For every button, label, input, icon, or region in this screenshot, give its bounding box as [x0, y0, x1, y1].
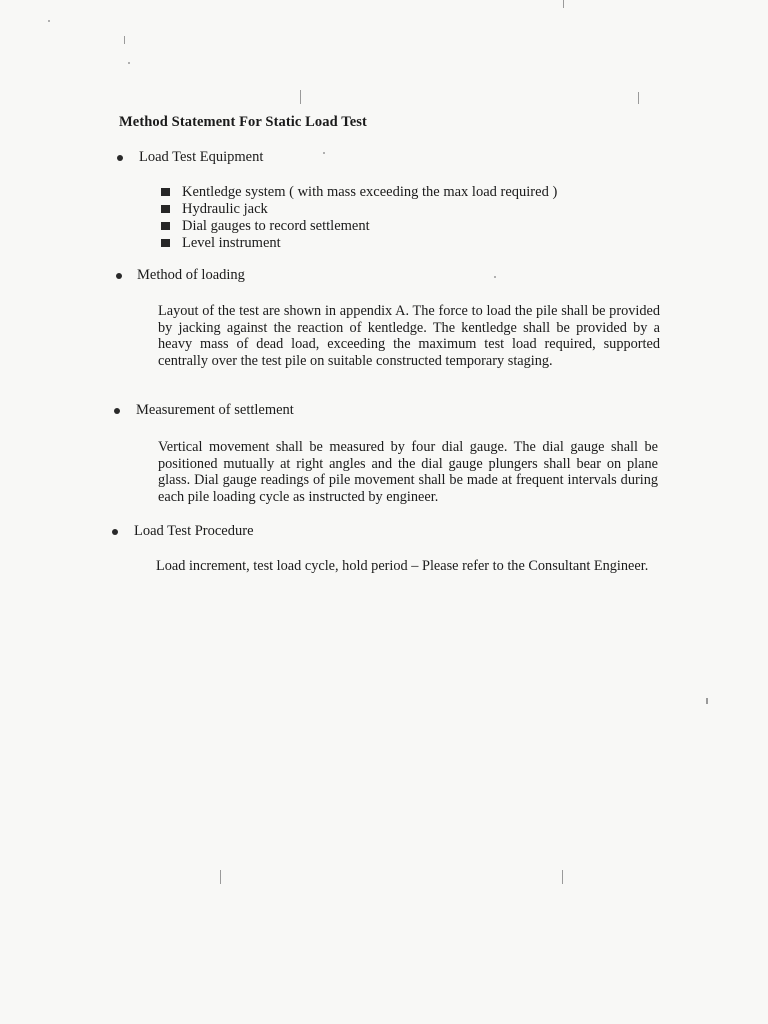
scan-speck — [48, 20, 50, 22]
section-bullet — [114, 408, 120, 414]
square-bullet-icon — [161, 222, 170, 230]
equipment-item — [160, 218, 557, 235]
section-heading-loading: Method of loading — [137, 267, 245, 283]
procedure-paragraph: Load increment, test load cycle, hold period – Please refer to the Consultant Engineer. — [156, 558, 649, 574]
scan-speck — [323, 152, 325, 154]
page-title: Method Statement For Static Load Test — [119, 114, 367, 130]
scan-speck — [638, 92, 639, 104]
scan-speck — [300, 90, 301, 104]
equipment-item-label: Level instrument — [182, 235, 281, 251]
equipment-item-label: Dial gauges to record settlement — [182, 218, 370, 234]
equipment-item — [160, 235, 557, 252]
scan-speck — [563, 0, 564, 8]
section-heading-equipment: Load Test Equipment — [139, 149, 264, 165]
equipment-item — [160, 201, 557, 218]
section-bullet — [112, 529, 118, 535]
scan-speck — [220, 870, 221, 884]
settlement-paragraph: Vertical movement shall be measured by four dial gauge. The dial gauge shall be positioned mutually at right angles and the dial gauge plungers shall bear on plane glass. Dial gauge readings of pile movement shall be made at frequent intervals during each pile loading cycle as instructed by engineer. — [158, 439, 658, 505]
square-bullet-icon — [161, 205, 170, 213]
equipment-item — [160, 184, 557, 201]
scan-speck — [124, 36, 125, 44]
equipment-list — [160, 184, 557, 252]
equipment-item-label: Kentledge system ( with mass exceeding the max load required ) — [182, 184, 558, 200]
square-bullet-icon — [161, 239, 170, 247]
scan-speck — [706, 698, 708, 704]
scan-speck — [494, 276, 496, 278]
section-heading-settlement: Measurement of settlement — [136, 402, 294, 418]
equipment-item-label: Hydraulic jack — [182, 201, 268, 217]
scan-speck — [128, 62, 130, 64]
section-heading-procedure: Load Test Procedure — [134, 523, 254, 539]
loading-paragraph: Layout of the test are shown in appendix A. The force to load the pile shall be provided by jacking against the reaction of kentledge. The kentledge shall be provided by a heavy mass of dead load, exceeding the maximum test load required, supported centrally over the test pile on suitable constructed temporary staging. — [158, 303, 660, 369]
square-bullet-icon — [161, 188, 170, 196]
section-bullet — [116, 273, 122, 279]
section-bullet — [117, 155, 123, 161]
scan-speck — [562, 870, 563, 884]
